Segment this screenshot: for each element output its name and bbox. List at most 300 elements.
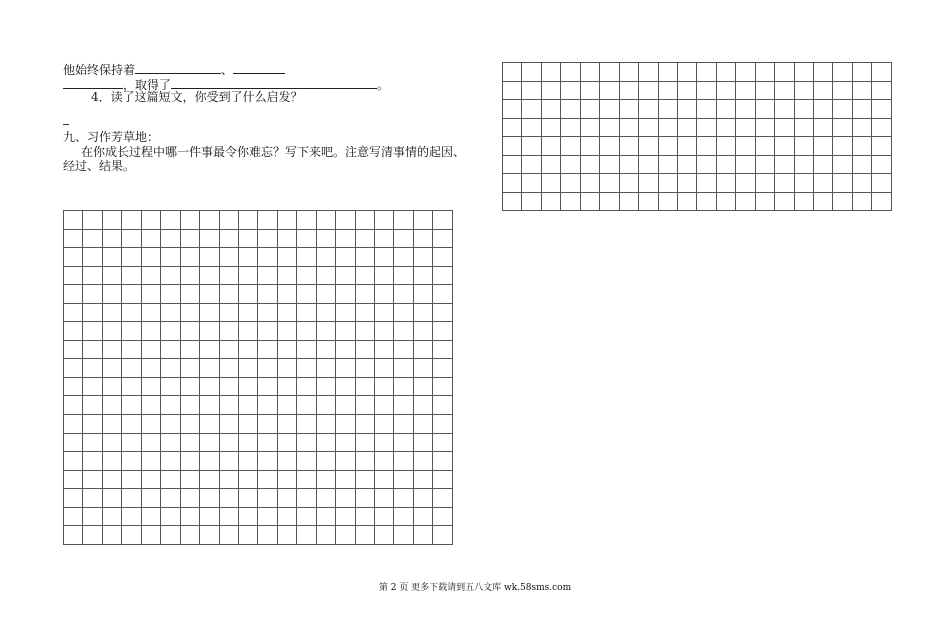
grid-cell[interactable] <box>736 100 755 119</box>
grid-cell[interactable] <box>375 489 394 508</box>
grid-cell[interactable] <box>180 470 199 489</box>
grid-cell[interactable] <box>180 433 199 452</box>
grid-cell[interactable] <box>161 377 180 396</box>
grid-cell[interactable] <box>297 489 316 508</box>
grid-cell[interactable] <box>297 211 316 230</box>
grid-cell[interactable] <box>375 359 394 378</box>
grid-cell[interactable] <box>219 285 238 304</box>
grid-cell[interactable] <box>102 526 121 545</box>
grid-cell[interactable] <box>258 248 277 267</box>
grid-cell[interactable] <box>122 340 141 359</box>
grid-cell[interactable] <box>413 452 432 471</box>
grid-cell[interactable] <box>141 396 160 415</box>
grid-cell[interactable] <box>238 285 257 304</box>
grid-cell[interactable] <box>277 415 296 434</box>
grid-cell[interactable] <box>258 340 277 359</box>
grid-cell[interactable] <box>541 63 560 82</box>
grid-cell[interactable] <box>355 377 374 396</box>
grid-cell[interactable] <box>200 433 219 452</box>
grid-cell[interactable] <box>161 248 180 267</box>
grid-cell[interactable] <box>297 266 316 285</box>
grid-cell[interactable] <box>141 415 160 434</box>
grid-cell[interactable] <box>141 433 160 452</box>
grid-cell[interactable] <box>697 63 716 82</box>
grid-cell[interactable] <box>161 470 180 489</box>
grid-cell[interactable] <box>833 137 852 156</box>
grid-cell[interactable] <box>736 174 755 193</box>
grid-cell[interactable] <box>64 489 83 508</box>
grid-cell[interactable] <box>775 63 794 82</box>
grid-cell[interactable] <box>180 415 199 434</box>
grid-cell[interactable] <box>161 266 180 285</box>
grid-cell[interactable] <box>355 229 374 248</box>
grid-cell[interactable] <box>619 81 638 100</box>
grid-cell[interactable] <box>852 63 871 82</box>
grid-cell[interactable] <box>238 248 257 267</box>
grid-cell[interactable] <box>297 322 316 341</box>
grid-cell[interactable] <box>716 174 735 193</box>
grid-cell[interactable] <box>375 377 394 396</box>
grid-cell[interactable] <box>258 229 277 248</box>
grid-cell[interactable] <box>258 526 277 545</box>
grid-cell[interactable] <box>736 63 755 82</box>
grid-cell[interactable] <box>697 100 716 119</box>
grid-cell[interactable] <box>102 211 121 230</box>
grid-cell[interactable] <box>83 248 102 267</box>
grid-cell[interactable] <box>394 452 413 471</box>
grid-cell[interactable] <box>277 396 296 415</box>
grid-cell[interactable] <box>716 81 735 100</box>
grid-cell[interactable] <box>561 137 580 156</box>
grid-cell[interactable] <box>200 229 219 248</box>
grid-cell[interactable] <box>316 248 335 267</box>
grid-cell[interactable] <box>316 470 335 489</box>
grid-cell[interactable] <box>297 229 316 248</box>
grid-cell[interactable] <box>200 377 219 396</box>
grid-cell[interactable] <box>433 452 453 471</box>
grid-cell[interactable] <box>522 118 541 137</box>
grid-cell[interactable] <box>394 433 413 452</box>
grid-cell[interactable] <box>141 359 160 378</box>
grid-cell[interactable] <box>541 137 560 156</box>
grid-cell[interactable] <box>355 248 374 267</box>
grid-cell[interactable] <box>503 81 522 100</box>
grid-cell[interactable] <box>561 100 580 119</box>
grid-cell[interactable] <box>522 81 541 100</box>
grid-cell[interactable] <box>677 100 696 119</box>
grid-cell[interactable] <box>503 118 522 137</box>
grid-cell[interactable] <box>736 137 755 156</box>
grid-cell[interactable] <box>180 377 199 396</box>
grid-cell[interactable] <box>658 137 677 156</box>
grid-cell[interactable] <box>413 415 432 434</box>
grid-cell[interactable] <box>375 285 394 304</box>
grid-cell[interactable] <box>161 452 180 471</box>
grid-cell[interactable] <box>83 470 102 489</box>
grid-cell[interactable] <box>580 137 599 156</box>
grid-cell[interactable] <box>814 81 833 100</box>
grid-cell[interactable] <box>794 137 813 156</box>
grid-cell[interactable] <box>336 396 355 415</box>
grid-cell[interactable] <box>775 174 794 193</box>
grid-cell[interactable] <box>219 229 238 248</box>
grid-cell[interactable] <box>814 137 833 156</box>
grid-cell[interactable] <box>433 266 453 285</box>
grid-cell[interactable] <box>102 303 121 322</box>
grid-cell[interactable] <box>658 174 677 193</box>
grid-cell[interactable] <box>355 340 374 359</box>
grid-cell[interactable] <box>872 174 892 193</box>
grid-cell[interactable] <box>122 303 141 322</box>
grid-cell[interactable] <box>580 155 599 174</box>
grid-cell[interactable] <box>277 377 296 396</box>
grid-cell[interactable] <box>375 433 394 452</box>
grid-cell[interactable] <box>297 396 316 415</box>
grid-cell[interactable] <box>413 248 432 267</box>
grid-cell[interactable] <box>503 174 522 193</box>
grid-cell[interactable] <box>219 470 238 489</box>
grid-cell[interactable] <box>413 322 432 341</box>
grid-cell[interactable] <box>413 470 432 489</box>
grid-cell[interactable] <box>639 174 658 193</box>
grid-cell[interactable] <box>219 452 238 471</box>
grid-cell[interactable] <box>141 229 160 248</box>
grid-cell[interactable] <box>277 303 296 322</box>
grid-cell[interactable] <box>413 211 432 230</box>
grid-cell[interactable] <box>102 470 121 489</box>
grid-cell[interactable] <box>83 322 102 341</box>
grid-cell[interactable] <box>277 433 296 452</box>
grid-cell[interactable] <box>433 285 453 304</box>
grid-cell[interactable] <box>619 63 638 82</box>
grid-cell[interactable] <box>64 377 83 396</box>
grid-cell[interactable] <box>258 303 277 322</box>
grid-cell[interactable] <box>355 359 374 378</box>
grid-cell[interactable] <box>180 229 199 248</box>
grid-cell[interactable] <box>141 377 160 396</box>
grid-cell[interactable] <box>336 377 355 396</box>
grid-cell[interactable] <box>64 359 83 378</box>
grid-cell[interactable] <box>161 285 180 304</box>
grid-cell[interactable] <box>561 192 580 211</box>
grid-cell[interactable] <box>336 229 355 248</box>
grid-cell[interactable] <box>716 63 735 82</box>
grid-cell[interactable] <box>433 303 453 322</box>
grid-cell[interactable] <box>297 359 316 378</box>
grid-cell[interactable] <box>522 100 541 119</box>
grid-cell[interactable] <box>122 229 141 248</box>
grid-cell[interactable] <box>141 489 160 508</box>
grid-cell[interactable] <box>872 118 892 137</box>
grid-cell[interactable] <box>775 192 794 211</box>
grid-cell[interactable] <box>814 192 833 211</box>
grid-cell[interactable] <box>277 452 296 471</box>
grid-cell[interactable] <box>503 155 522 174</box>
grid-cell[interactable] <box>238 526 257 545</box>
grid-cell[interactable] <box>336 303 355 322</box>
grid-cell[interactable] <box>375 340 394 359</box>
grid-cell[interactable] <box>102 322 121 341</box>
grid-cell[interactable] <box>64 526 83 545</box>
grid-cell[interactable] <box>814 100 833 119</box>
grid-cell[interactable] <box>639 100 658 119</box>
grid-cell[interactable] <box>141 452 160 471</box>
grid-cell[interactable] <box>503 192 522 211</box>
grid-cell[interactable] <box>161 303 180 322</box>
grid-cell[interactable] <box>355 507 374 526</box>
grid-cell[interactable] <box>219 489 238 508</box>
grid-cell[interactable] <box>658 63 677 82</box>
grid-cell[interactable] <box>433 526 453 545</box>
grid-cell[interactable] <box>297 415 316 434</box>
grid-cell[interactable] <box>258 489 277 508</box>
grid-cell[interactable] <box>775 81 794 100</box>
grid-cell[interactable] <box>161 340 180 359</box>
grid-cell[interactable] <box>64 229 83 248</box>
grid-cell[interactable] <box>433 489 453 508</box>
grid-cell[interactable] <box>316 452 335 471</box>
grid-cell[interactable] <box>833 192 852 211</box>
grid-cell[interactable] <box>336 433 355 452</box>
grid-cell[interactable] <box>433 229 453 248</box>
grid-cell[interactable] <box>141 303 160 322</box>
grid-cell[interactable] <box>219 507 238 526</box>
grid-cell[interactable] <box>413 340 432 359</box>
grid-cell[interactable] <box>200 303 219 322</box>
grid-cell[interactable] <box>316 377 335 396</box>
grid-cell[interactable] <box>297 433 316 452</box>
grid-cell[interactable] <box>433 359 453 378</box>
grid-cell[interactable] <box>83 340 102 359</box>
grid-cell[interactable] <box>238 452 257 471</box>
grid-cell[interactable] <box>316 415 335 434</box>
grid-cell[interactable] <box>161 229 180 248</box>
grid-cell[interactable] <box>355 470 374 489</box>
grid-cell[interactable] <box>775 118 794 137</box>
grid-cell[interactable] <box>394 211 413 230</box>
grid-cell[interactable] <box>141 285 160 304</box>
grid-cell[interactable] <box>238 507 257 526</box>
grid-cell[interactable] <box>677 155 696 174</box>
grid-cell[interactable] <box>677 192 696 211</box>
grid-cell[interactable] <box>277 322 296 341</box>
grid-cell[interactable] <box>433 377 453 396</box>
grid-cell[interactable] <box>736 118 755 137</box>
answer-blank[interactable] <box>233 62 285 74</box>
grid-cell[interactable] <box>677 63 696 82</box>
grid-cell[interactable] <box>600 155 619 174</box>
grid-cell[interactable] <box>122 211 141 230</box>
grid-cell[interactable] <box>180 285 199 304</box>
grid-cell[interactable] <box>238 303 257 322</box>
writing-grid-right[interactable] <box>502 62 892 211</box>
grid-cell[interactable] <box>658 118 677 137</box>
grid-cell[interactable] <box>639 118 658 137</box>
grid-cell[interactable] <box>277 340 296 359</box>
grid-cell[interactable] <box>102 433 121 452</box>
grid-cell[interactable] <box>600 81 619 100</box>
grid-cell[interactable] <box>180 211 199 230</box>
grid-cell[interactable] <box>102 415 121 434</box>
grid-cell[interactable] <box>64 266 83 285</box>
grid-cell[interactable] <box>580 63 599 82</box>
grid-cell[interactable] <box>794 192 813 211</box>
grid-cell[interactable] <box>522 137 541 156</box>
grid-cell[interactable] <box>141 248 160 267</box>
grid-cell[interactable] <box>872 137 892 156</box>
grid-cell[interactable] <box>600 192 619 211</box>
grid-cell[interactable] <box>375 266 394 285</box>
grid-cell[interactable] <box>258 396 277 415</box>
grid-cell[interactable] <box>316 340 335 359</box>
grid-cell[interactable] <box>355 415 374 434</box>
grid-cell[interactable] <box>102 452 121 471</box>
grid-cell[interactable] <box>413 266 432 285</box>
grid-cell[interactable] <box>433 470 453 489</box>
grid-cell[interactable] <box>375 303 394 322</box>
grid-cell[interactable] <box>619 118 638 137</box>
grid-cell[interactable] <box>394 489 413 508</box>
grid-cell[interactable] <box>141 211 160 230</box>
grid-cell[interactable] <box>872 63 892 82</box>
grid-cell[interactable] <box>775 100 794 119</box>
grid-cell[interactable] <box>258 377 277 396</box>
grid-cell[interactable] <box>238 340 257 359</box>
grid-cell[interactable] <box>503 137 522 156</box>
grid-cell[interactable] <box>180 489 199 508</box>
grid-cell[interactable] <box>161 211 180 230</box>
grid-cell[interactable] <box>814 155 833 174</box>
grid-cell[interactable] <box>600 118 619 137</box>
grid-cell[interactable] <box>561 155 580 174</box>
grid-cell[interactable] <box>102 377 121 396</box>
grid-cell[interactable] <box>697 118 716 137</box>
grid-cell[interactable] <box>394 396 413 415</box>
grid-cell[interactable] <box>200 452 219 471</box>
grid-cell[interactable] <box>375 470 394 489</box>
grid-cell[interactable] <box>64 303 83 322</box>
grid-cell[interactable] <box>522 174 541 193</box>
grid-cell[interactable] <box>180 303 199 322</box>
grid-cell[interactable] <box>102 285 121 304</box>
grid-cell[interactable] <box>755 118 774 137</box>
grid-cell[interactable] <box>852 100 871 119</box>
grid-cell[interactable] <box>755 81 774 100</box>
grid-cell[interactable] <box>180 452 199 471</box>
grid-cell[interactable] <box>102 340 121 359</box>
grid-cell[interactable] <box>716 100 735 119</box>
grid-cell[interactable] <box>238 396 257 415</box>
grid-cell[interactable] <box>64 433 83 452</box>
grid-cell[interactable] <box>755 63 774 82</box>
grid-cell[interactable] <box>83 526 102 545</box>
grid-cell[interactable] <box>413 359 432 378</box>
grid-cell[interactable] <box>375 229 394 248</box>
grid-cell[interactable] <box>833 155 852 174</box>
grid-cell[interactable] <box>161 433 180 452</box>
grid-cell[interactable] <box>522 63 541 82</box>
grid-cell[interactable] <box>413 526 432 545</box>
grid-cell[interactable] <box>619 155 638 174</box>
grid-cell[interactable] <box>219 340 238 359</box>
grid-cell[interactable] <box>238 211 257 230</box>
grid-cell[interactable] <box>297 340 316 359</box>
grid-cell[interactable] <box>736 192 755 211</box>
grid-cell[interactable] <box>141 266 160 285</box>
grid-cell[interactable] <box>122 415 141 434</box>
grid-cell[interactable] <box>755 155 774 174</box>
grid-cell[interactable] <box>697 192 716 211</box>
grid-cell[interactable] <box>580 81 599 100</box>
grid-cell[interactable] <box>433 322 453 341</box>
grid-cell[interactable] <box>561 118 580 137</box>
grid-cell[interactable] <box>794 174 813 193</box>
grid-cell[interactable] <box>238 359 257 378</box>
grid-cell[interactable] <box>580 174 599 193</box>
grid-cell[interactable] <box>102 396 121 415</box>
grid-cell[interactable] <box>200 526 219 545</box>
grid-cell[interactable] <box>336 359 355 378</box>
grid-cell[interactable] <box>180 340 199 359</box>
grid-cell[interactable] <box>394 266 413 285</box>
grid-cell[interactable] <box>277 211 296 230</box>
grid-cell[interactable] <box>219 322 238 341</box>
grid-cell[interactable] <box>336 452 355 471</box>
grid-cell[interactable] <box>316 211 335 230</box>
grid-cell[interactable] <box>394 507 413 526</box>
grid-cell[interactable] <box>600 63 619 82</box>
grid-cell[interactable] <box>180 526 199 545</box>
grid-cell[interactable] <box>83 433 102 452</box>
grid-cell[interactable] <box>277 470 296 489</box>
grid-cell[interactable] <box>219 377 238 396</box>
grid-cell[interactable] <box>658 100 677 119</box>
grid-cell[interactable] <box>355 433 374 452</box>
grid-cell[interactable] <box>161 322 180 341</box>
grid-cell[interactable] <box>64 211 83 230</box>
grid-cell[interactable] <box>394 359 413 378</box>
grid-cell[interactable] <box>83 266 102 285</box>
grid-cell[interactable] <box>794 100 813 119</box>
grid-cell[interactable] <box>64 322 83 341</box>
grid-cell[interactable] <box>433 415 453 434</box>
grid-cell[interactable] <box>161 526 180 545</box>
grid-cell[interactable] <box>336 489 355 508</box>
grid-cell[interactable] <box>775 137 794 156</box>
grid-cell[interactable] <box>161 359 180 378</box>
grid-cell[interactable] <box>277 248 296 267</box>
grid-cell[interactable] <box>258 285 277 304</box>
grid-cell[interactable] <box>736 155 755 174</box>
grid-cell[interactable] <box>238 470 257 489</box>
grid-cell[interactable] <box>277 507 296 526</box>
grid-cell[interactable] <box>200 248 219 267</box>
grid-cell[interactable] <box>541 155 560 174</box>
grid-cell[interactable] <box>794 63 813 82</box>
grid-cell[interactable] <box>561 81 580 100</box>
grid-cell[interactable] <box>814 63 833 82</box>
grid-cell[interactable] <box>736 81 755 100</box>
grid-cell[interactable] <box>413 433 432 452</box>
grid-cell[interactable] <box>677 118 696 137</box>
grid-cell[interactable] <box>639 192 658 211</box>
grid-cell[interactable] <box>677 174 696 193</box>
grid-cell[interactable] <box>639 137 658 156</box>
grid-cell[interactable] <box>355 266 374 285</box>
grid-cell[interactable] <box>600 174 619 193</box>
grid-cell[interactable] <box>316 229 335 248</box>
grid-cell[interactable] <box>394 229 413 248</box>
